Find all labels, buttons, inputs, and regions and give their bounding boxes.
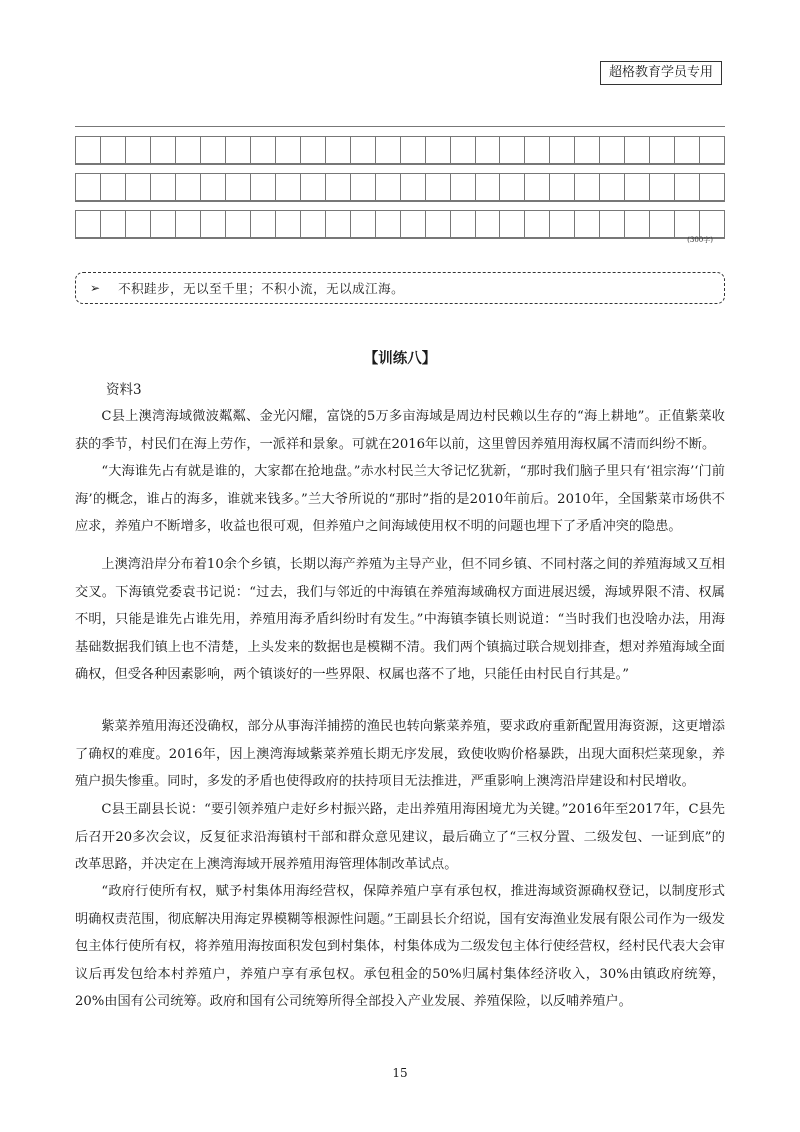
grid-cell — [425, 136, 450, 164]
grid-cell — [275, 210, 300, 238]
grid-cell — [125, 210, 150, 238]
paragraph: C县上澳湾海域微波粼粼、金光闪耀，富饶的5万多亩海域是周边村民赖以生存的“海上耕地”。正值紫菜收获的季节，村民们在海上劳作，一派祥和景象。可就在2016年以前，这里曾因养殖用海权属不清而纠纷不断。 — [75, 409, 725, 452]
grid-cell — [150, 173, 175, 201]
quote-box — [75, 272, 725, 304]
grid-cell — [350, 136, 375, 164]
grid-cell — [524, 136, 549, 164]
grid-cell — [524, 210, 549, 238]
answer-grid — [75, 126, 725, 242]
grid-cell — [200, 136, 225, 164]
grid-divider — [75, 201, 725, 202]
grid-cell — [375, 136, 400, 164]
grid-cell — [400, 136, 425, 164]
grid-cell — [250, 173, 275, 201]
grid-cell — [699, 136, 725, 164]
grid-cell — [400, 173, 425, 201]
grid-cell — [475, 173, 500, 201]
grid-cell — [375, 173, 400, 201]
grid-cell — [599, 210, 624, 238]
grid-cell — [624, 173, 649, 201]
grid-cell — [475, 210, 500, 238]
grid-cell — [599, 136, 624, 164]
grid-cell — [674, 136, 699, 164]
material-label: 资料3 — [106, 382, 142, 398]
grid-cell — [649, 173, 674, 201]
quote-text: 不积跬步，无以至千里；不积小流，无以成江海。 — [118, 281, 405, 296]
grid-cell — [125, 136, 150, 164]
grid-cell — [300, 136, 325, 164]
grid-cell — [450, 173, 475, 201]
grid-cell — [649, 210, 674, 238]
grid-cell — [125, 173, 150, 201]
grid-cell — [599, 173, 624, 201]
grid-cell — [549, 173, 574, 201]
grid-cell — [175, 210, 200, 238]
grid-cell — [325, 136, 350, 164]
grid-cell — [175, 173, 200, 201]
grid-cell — [425, 173, 450, 201]
grid-cell — [175, 136, 200, 164]
grid-cell — [250, 136, 275, 164]
grid-cell — [150, 210, 175, 238]
grid-cell — [325, 173, 350, 201]
grid-cell — [475, 136, 500, 164]
grid-cell — [275, 136, 300, 164]
paragraph: 紫菜养殖用海还没确权，部分从事海洋捕捞的渔民也转向紫菜养殖，要求政府重新配置用海资源，这更增添了确权的难度。2016年，因上澳湾海域紫菜养殖长期无序发展，致使收购价格暴跌，出现大面积烂菜现象，养殖户损失惨重。同时，多发的矛盾也使得政府的扶持项目无法推进，严重影响上澳湾沿岸建设和村民增收。 — [75, 719, 725, 789]
grid-divider — [75, 238, 725, 239]
paragraph: “大海谁先占有就是谁的，大家都在抢地盘。”赤水村民兰大爷记忆犹新，“那时我们脑子里只有‘祖宗海’‘门前海’的概念，谁占的海多，谁就来钱多。”兰大爷所说的“那时”指的是2010年前后。2010年，全国紫菜市场供不应求，养殖户不断增多，收益也很可观，但养殖户之间海域使用权不明的问题也埋下了矛盾冲突的隐患。 — [75, 464, 725, 534]
grid-cell — [350, 173, 375, 201]
grid-cell — [225, 173, 250, 201]
grid-cell — [699, 173, 725, 201]
grid-cell — [574, 173, 599, 201]
grid-cell — [674, 210, 699, 238]
grid-cell — [375, 210, 400, 238]
grid-cell — [549, 210, 574, 238]
grid-cell — [100, 210, 125, 238]
arrow-bullet-icon: ➢ — [90, 281, 101, 295]
paragraph: “政府行使所有权，赋予村集体用海经营权，保障养殖户享有承包权，推进海域资源确权登记，以制度形式明确权责范围，彻底解决用海定界模糊等根源性问题。”王副县长介绍说，国有安海渔业发展有限公司作为一级发包主体行使所有权，将养殖用海按面积发包到村集体，村集体成为二级发包主体行使经营权，经村民代表大会审议后再发包给本村养殖户，养殖户享有承包权。承包租金的50%归属村集体经济收入，30%由镇政府统筹，20%由国有公司统筹。政府和国有公司统筹所得全部投入产业发展、养殖保险，以反哺养殖户。 — [75, 884, 725, 1009]
grid-cell — [624, 210, 649, 238]
grid-row-2 — [75, 173, 725, 201]
grid-cell — [225, 210, 250, 238]
grid-cell — [200, 210, 225, 238]
grid-cell — [425, 210, 450, 238]
grid-row-1 — [75, 136, 725, 164]
section-title: 【训练八】 — [363, 350, 437, 367]
grid-cell — [549, 136, 574, 164]
grid-cell — [499, 173, 524, 201]
grid-cell — [699, 210, 725, 238]
grid-cell — [450, 136, 475, 164]
grid-cell — [75, 173, 100, 201]
grid-cell — [150, 136, 175, 164]
grid-cell — [400, 210, 425, 238]
grid-cell — [300, 210, 325, 238]
grid-cell — [574, 136, 599, 164]
paragraph: 上澳湾沿岸分布着10余个乡镇，长期以海产养殖为主导产业，但不同乡镇、不同村落之间的养殖海域又互相交叉。下海镇党委袁书记说：“过去，我们与邻近的中海镇在养殖海域确权方面进展迟缓，海域界限不清、权属不明，只能是谁先占谁先用，养殖用海矛盾纠纷时有发生。”中海镇李镇长则说道：“当时我们也没啥办法，用海基础数据我们镇上也不清楚，上头发来的数据也是模糊不清。我们两个镇搞过联合规划排查，想对养殖海域全面确权，但受各种因素影响，两个镇谈好的一些界限、权属也落不了地，只能任由村民自行其是。” — [75, 557, 725, 682]
header-label: 超格教育学员专用 — [600, 61, 722, 85]
grid-cell — [649, 136, 674, 164]
grid-cell — [499, 136, 524, 164]
grid-cell — [225, 136, 250, 164]
grid-cell — [524, 173, 549, 201]
grid-row-3 — [75, 210, 725, 238]
grid-cell — [75, 136, 100, 164]
grid-cell — [450, 210, 475, 238]
grid-cell — [350, 210, 375, 238]
grid-cell — [624, 136, 649, 164]
grid-cell — [300, 173, 325, 201]
grid-cell — [574, 210, 599, 238]
grid-cell — [275, 173, 300, 201]
page-number: 15 — [392, 1066, 408, 1080]
grid-cell — [325, 210, 350, 238]
grid-cell — [75, 210, 100, 238]
grid-cell — [200, 173, 225, 201]
grid-cell — [674, 173, 699, 201]
grid-divider — [75, 164, 725, 165]
grid-cell — [100, 136, 125, 164]
grid-cell — [250, 210, 275, 238]
grid-cell — [100, 173, 125, 201]
paragraph: C县王副县长说：“要引领养殖户走好乡村振兴路，走出养殖用海困境尤为关键。”2016年至2017年，C县先后召开20多次会议，反复征求沿海镇村干部和群众意见建议，最后确立了“三权分置、二级发包、一证到底”的改革思路，并决定在上澳湾海域开展养殖用海管理体制改革试点。 — [75, 802, 725, 872]
word-count-label: (300字) — [687, 236, 713, 244]
grid-divider — [75, 126, 725, 127]
grid-cell — [499, 210, 524, 238]
